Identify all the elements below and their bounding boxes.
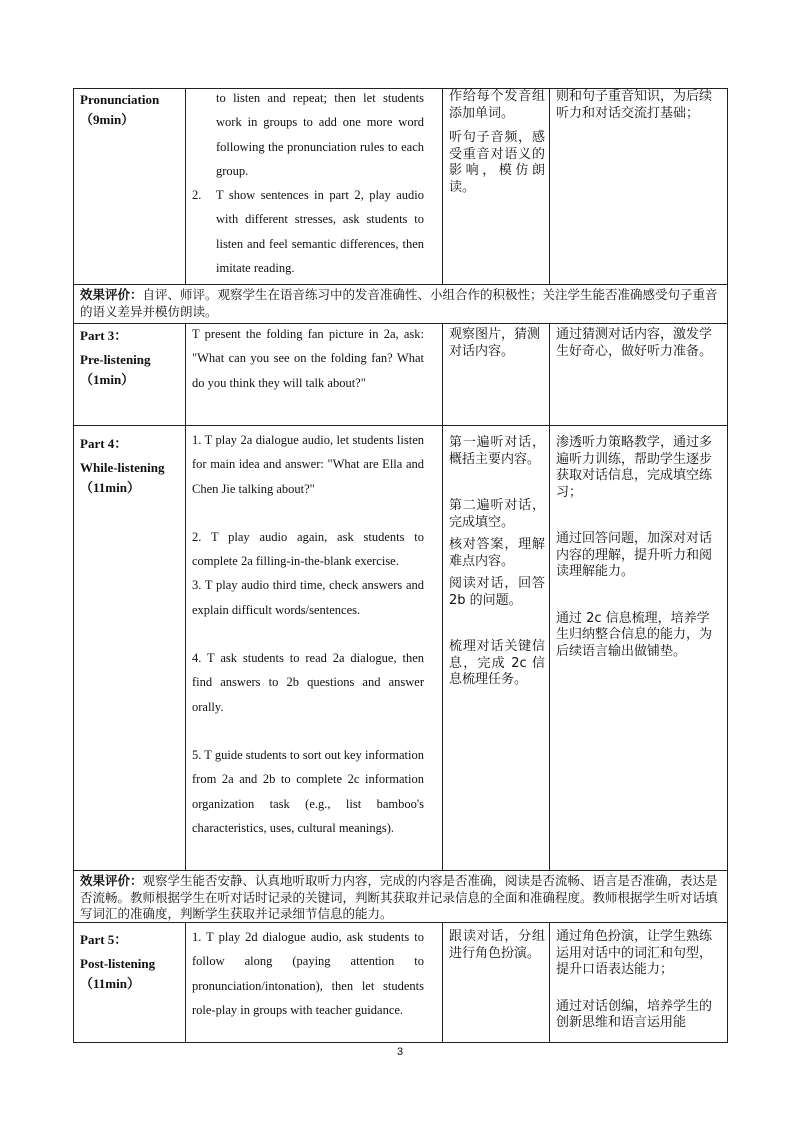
stage-label-cell — [80, 930, 182, 994]
student-text: 跟读对话，分组进行角色扮演。 — [449, 929, 545, 961]
stage-time: （11min） — [80, 976, 140, 991]
stage-label-cell — [80, 326, 182, 390]
purpose-cell — [556, 435, 722, 660]
stage-time: （9min） — [80, 112, 135, 127]
col-divider — [442, 323, 443, 870]
student-activity-cell — [449, 89, 545, 196]
stage-time: （11min） — [80, 480, 140, 495]
evaluation-cell — [80, 873, 722, 923]
item-number: 3. — [192, 578, 202, 593]
activity-text: T play audio third time, check answers and explain difficult words/sentences. — [192, 578, 425, 617]
activity-item — [192, 743, 424, 840]
stage-label: Part 5： — [80, 932, 128, 947]
teacher-activity-cell — [192, 322, 424, 395]
col-divider — [549, 323, 550, 870]
student-text: 核对答案，理解难点内容。 — [449, 537, 545, 569]
table-border-right — [727, 88, 728, 1043]
purpose-text: 则和句子重音知识，为后续听力和对话交流打基础； — [556, 89, 713, 121]
stage-sublabel: Post-listening — [80, 956, 156, 971]
item-number: 1. — [192, 930, 202, 944]
student-text: 听句子音频，感受重音对语义的影响，模仿朗读。 — [449, 130, 545, 195]
table-border-left — [73, 88, 74, 1043]
evaluation-text: 自评、师评。观察学生在语音练习中的发音准确性、小组合作的积极性；关注学生能否准确感受句子重音的语义差异并模仿朗读。 — [80, 287, 718, 319]
teacher-activity-cell — [192, 925, 424, 1022]
col-divider — [549, 922, 550, 1042]
activity-item — [192, 573, 424, 622]
activity-item — [192, 925, 424, 1022]
activity-text: T play audio again, ask students to complete 2a filling-in-the-blank exercise. — [192, 529, 424, 569]
activity-text: T ask students to read 2a dialogue, then find answers to 2b questions and answer orally. — [192, 651, 425, 714]
stage-label: Part 3： — [80, 328, 128, 343]
item-number: 5. — [192, 747, 202, 762]
activity-text: T play 2d dialogue audio, ask students to follow along (paying attention to pronunciation/intonation), then let students role-play in groups with teacher guidance. — [192, 930, 424, 1017]
col-divider — [442, 88, 443, 284]
row-divider — [73, 870, 728, 871]
page-number: 3 — [396, 1046, 404, 1058]
activity-text: to listen and repeat; then let students work in groups to add one more word following the pronunciation rules to each group. — [216, 91, 424, 178]
col-divider — [549, 88, 550, 284]
table-border-bottom — [73, 1042, 728, 1043]
row-divider — [73, 425, 728, 426]
col-divider — [185, 922, 186, 1042]
stage-label: Part 4： — [80, 436, 128, 451]
purpose-cell — [556, 327, 722, 360]
purpose-text: 通过对话创编，培养学生的创新思维和语言运用能 — [556, 998, 713, 1030]
student-text: 第二遍听对话，完成填空。 — [449, 498, 545, 530]
evaluation-cell — [80, 287, 722, 320]
student-text: 观察图片，猜测对话内容。 — [449, 327, 541, 359]
col-divider — [185, 323, 186, 870]
stage-time: （1min） — [80, 372, 135, 387]
student-text: 第一遍听对话，概括主要内容。 — [449, 435, 545, 467]
activity-text: T guide students to sort out key information from 2a and 2b to complete 2c information organization task (e.g., list bamboo's characteristics, uses, cultural meanings). — [192, 747, 424, 835]
activity-item — [192, 183, 424, 280]
purpose-text: 通过角色扮演，让学生熟练运用对话中的词汇和句型，提升口语表达能力； — [556, 929, 713, 977]
item-number: 1. — [192, 433, 202, 447]
stage-sublabel: Pre-listening — [80, 352, 151, 367]
col-divider — [185, 88, 186, 284]
activity-item — [192, 525, 424, 574]
purpose-text: 通过猜测对话内容，激发学生好奇心，做好听力准备。 — [556, 327, 713, 359]
student-text: 阅读对话，回答 2b 的问题。 — [449, 576, 545, 608]
activity-item — [192, 646, 424, 719]
purpose-text: 通过 2c 信息梳理，培养学生归纳整合信息的能力，为后续语言输出做铺垫。 — [556, 610, 713, 659]
activity-text: T present the folding fan picture in 2a, ask: "What can you see on the folding fan? What do you think they will talk about?" — [192, 327, 424, 390]
row-divider — [73, 284, 728, 285]
item-number: 4. — [192, 651, 202, 666]
evaluation-label: 效果评价： — [80, 873, 143, 888]
item-number: 2. — [192, 529, 202, 544]
activity-item — [192, 428, 424, 501]
student-text: 作给每个发音组添加单词。 — [449, 89, 545, 121]
stage-sublabel: While-listening — [80, 460, 165, 475]
col-divider — [442, 922, 443, 1042]
student-text: 梳理对话关键信息，完成 2c 信息梳理任务。 — [449, 639, 545, 687]
activity-text: T show sentences in part 2, play audio with different stresses, ask students to listen and feel semantic differences, then imitate reading. — [216, 188, 424, 276]
teacher-activity-cell — [192, 86, 424, 280]
student-activity-cell — [449, 327, 545, 360]
student-activity-cell — [449, 929, 545, 962]
activity-text: T play 2a dialogue audio, let students listen for main idea and answer: "What are Ella and Chen Jie talking about?" — [192, 433, 424, 496]
purpose-cell — [556, 929, 722, 1041]
stage-label: Pronunciation — [80, 92, 160, 107]
item-number: 2. — [192, 188, 202, 203]
evaluation-text: 观察学生能否安静、认真地听取听力内容，完成的内容是否准确，阅读是否流畅、语言是否准确，表达是否流畅。教师根据学生在听对话时记录的关键词，判断其获取并记录信息的全面和准确程度。教师根据学生听对话填写词汇的准确度，判断学生获取并记录细节信息的能力。 — [80, 873, 718, 921]
purpose-text: 渗透听力策略教学，通过多遍听力训练，帮助学生逐步获取对话信息，完成填空练习； — [556, 435, 713, 500]
student-activity-cell — [449, 435, 545, 689]
stage-label-cell — [80, 434, 182, 498]
purpose-cell — [556, 89, 722, 122]
purpose-text: 通过回答问题，加深对对话内容的理解，提升听力和阅读理解能力。 — [556, 531, 713, 579]
evaluation-label: 效果评价： — [80, 287, 143, 302]
stage-label-cell — [80, 90, 182, 130]
teacher-activity-cell — [192, 428, 424, 840]
